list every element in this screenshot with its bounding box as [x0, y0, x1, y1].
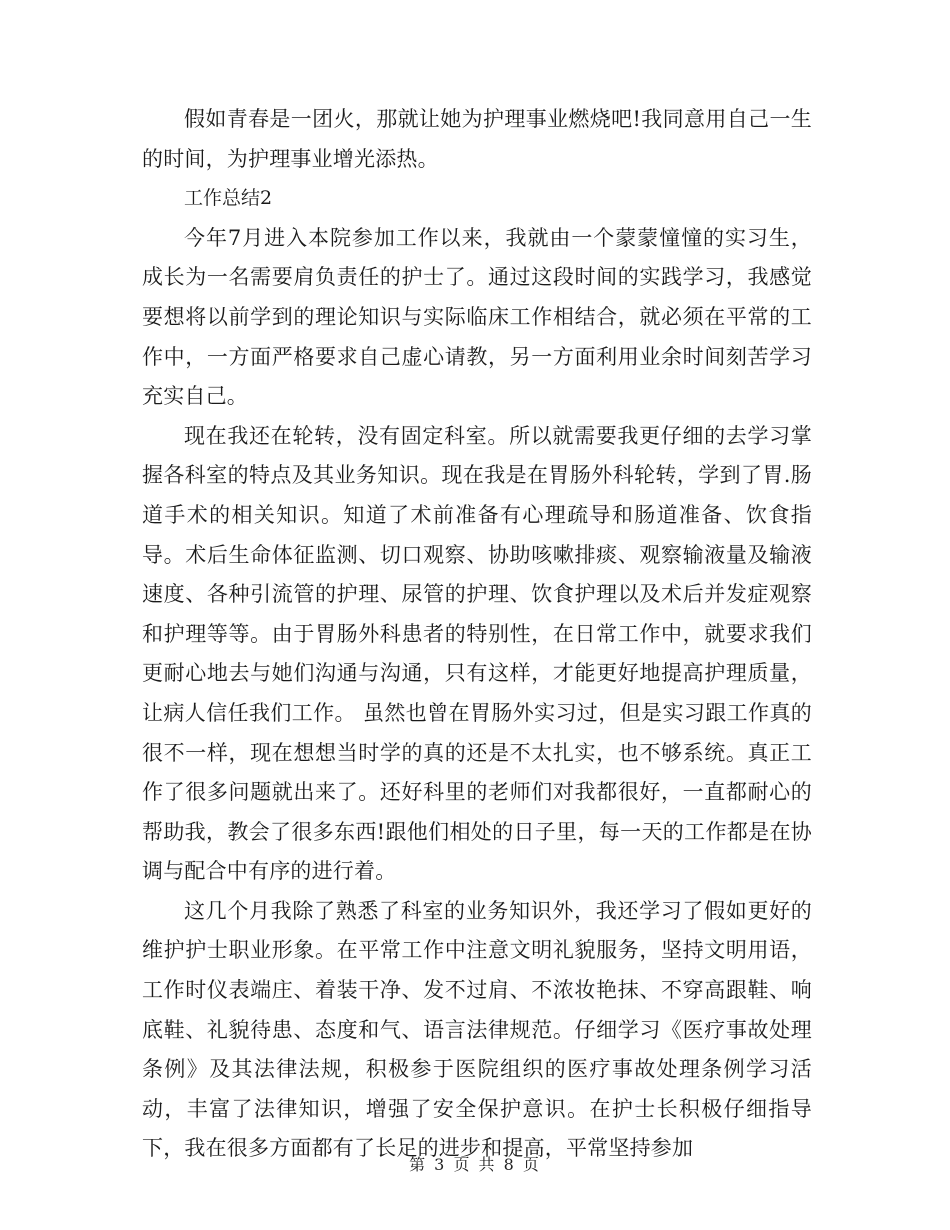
paragraph-intro: 假如青春是一团火，那就让她为护理事业燃烧吧!我同意用自己一生的时间，为护理事业增光添热。 — [142, 107, 812, 171]
paragraph-3: 这几个月我除了熟悉了科室的业务知识外，我还学习了假如更好的维护护士职业形象。在平常工作中注意文明礼貌服务，坚持文明用语，工作时仪表端庄、着装干净、发不过肩、不浓妆艳抹、不穿高跟鞋、响底鞋、礼貌待患、态度和气、语言法律规范。仔细学习《医疗事故处理条例》及其法律法规，积极参于医院组织的医疗事故处理条例学习活动，丰富了法律知识，增强了安全保护意识。在护士长积极仔细指导下，我在很多方面都有了长足的进步和提高，平常坚持参加 — [142, 898, 812, 1161]
paragraph-2: 现在我还在轮转，没有固定科室。所以就需要我更仔细的去学习掌握各科室的特点及其业务知识。现在我是在胃肠外科轮转，学到了胃.肠道手术的相关知识。知道了术前准备有心理疏导和肠道准备、饮食指导。术后生命体征监测、切口观察、协助咳嗽排痰、观察输液量及输液速度、各种引流管的护理、尿管的护理、饮食护理以及术后并发症观察和护理等等。由于胃肠外科患者的特别性，在日常工作中，就要求我们更耐心地去与她们沟通与沟通，只有这样，才能更好地提高护理质量，让病人信任我们工作。 虽然也曾在胃肠外实习过，但是实习跟工作真的很不一样，现在想想当时学的真的还是不太扎实，也不够系统。真正工作了很多问题就出来了。还好科里的老师们对我都很好，一直都耐心的帮助我，教会了很多东西!跟他们相处的日子里，每一天的工作都是在协调与配合中有序的进行着。 — [142, 423, 812, 884]
document-body — [142, 100, 812, 1169]
paragraph-1: 今年7月进入本院参加工作以来，我就由一个蒙蒙憧憧的实习生，成长为一名需要肩负责任的护士了。通过这段时间的实践学习，我感觉要想将以前学到的理论知识与实际临床工作相结合，就必须在平常的工作中，一方面严格要求自己虚心请教，另一方面利用业余时间刻苦学习充实自己。 — [142, 225, 812, 409]
page-number-footer: 第 3 页 共 8 页 — [409, 1155, 541, 1174]
section-heading: 工作总结2 — [184, 187, 273, 210]
